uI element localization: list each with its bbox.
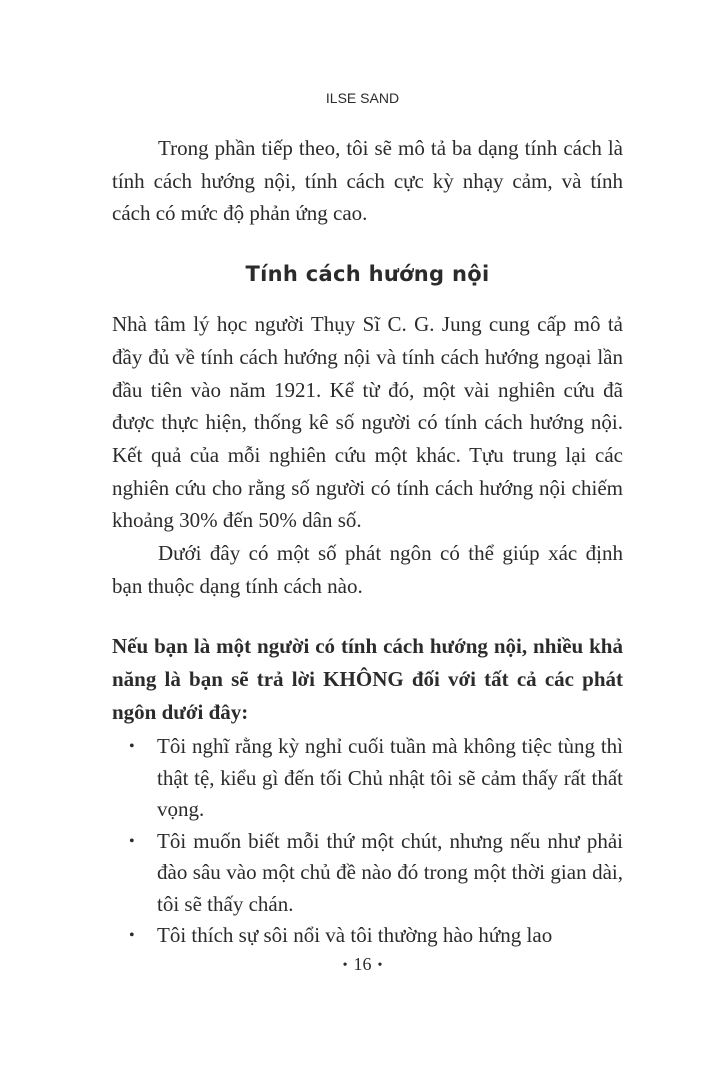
ornament-dot-icon: • (377, 958, 383, 973)
list-item (129, 920, 623, 952)
ornament-dot-icon: • (342, 958, 348, 973)
statement-list (112, 731, 623, 952)
bullet-icon: • (129, 927, 135, 945)
page-body (112, 130, 623, 952)
statement-text: Tôi thích sự sôi nổi và tôi thường hào hứng lao (157, 923, 553, 948)
bullet-icon: • (129, 738, 135, 756)
statement-text: Tôi muốn biết mỗi thứ một chút, nhưng nếu như phải đào sâu vào một chủ đề nào đó trong một thời gian dài, tôi sẽ thấy chán. (157, 828, 623, 916)
bullet-icon: • (129, 832, 135, 850)
statement-text: Tôi nghĩ rằng kỳ nghỉ cuối tuần mà không tiệc tùng thì thật tệ, kiểu gì đến tối Chủ nhật tôi sẽ cảm thấy rất thất vọng. (157, 734, 623, 822)
intro-paragraph: Trong phần tiếp theo, tôi sẽ mô tả ba dạng tính cách là tính cách hướng nội, tính cách cực kỳ nhạy cảm, và tính cách có mức độ phản ứng cao. (112, 136, 623, 226)
body-paragraph: Dưới đây có một số phát ngôn có thể giúp xác định bạn thuộc dạng tính cách nào. (112, 541, 623, 598)
body-paragraph: Nhà tâm lý học người Thụy Sĩ C. G. Jung cung cấp mô tả đầy đủ về tính cách hướng nội và tính cách hướng ngoại lần đầu tiên vào năm 1921. Kể từ đó, một vài nghiên cứu đã được thực hiện, thống kê số người có tính cách hướng nội. Kết quả của mỗi nghiên cứu một khác. Tựu trung lại các nghiên cứu cho rằng số người có tính cách hướng nội chiếm khoảng 30% đến 50% dân số. (112, 312, 623, 533)
running-header-author: ILSE SAND (325, 90, 400, 106)
bold-prompt: Nếu bạn là một người có tính cách hướng nội, nhiều khả năng là bạn sẽ trả lời KHÔNG đối với tất cả các phát ngôn dưới đây: (112, 634, 623, 725)
list-item (129, 826, 623, 921)
page-number: 16 (353, 954, 372, 974)
section-heading: Tính cách hướng nội (245, 262, 490, 287)
list-item (129, 731, 623, 826)
page-number-footer (0, 954, 725, 975)
